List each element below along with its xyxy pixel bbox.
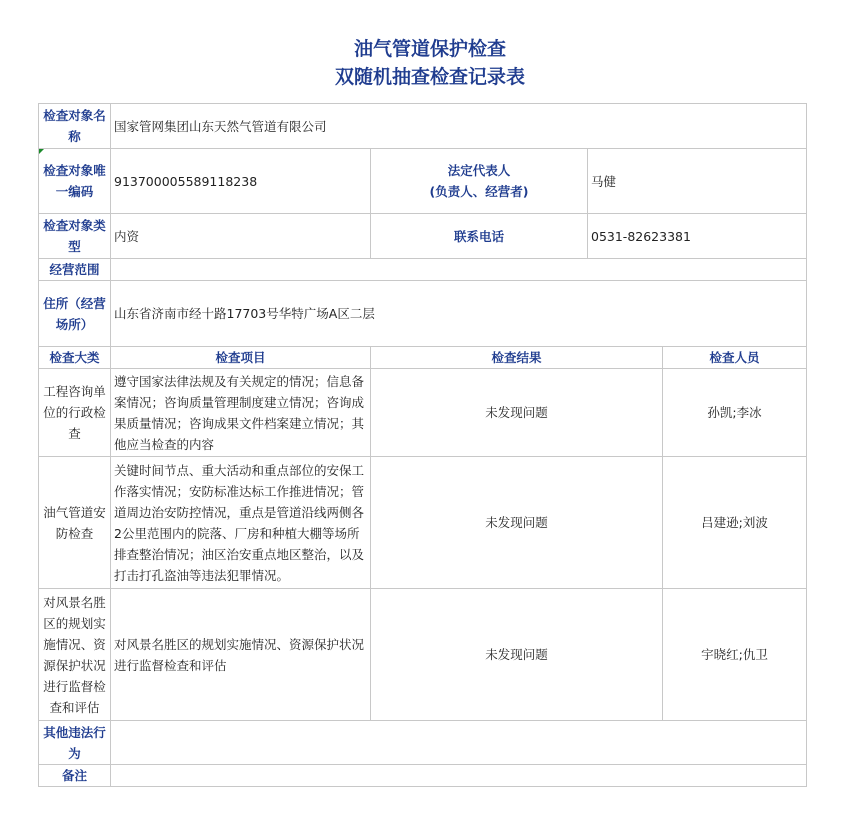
scope-value <box>111 259 807 281</box>
row-inspectors: 宇晓红;仇卫 <box>663 589 807 721</box>
row-items: 遵守国家法律法规及有关规定的情况；信息备案情况；咨询质量管理制度建立情况；咨询成果质量情况；咨询成果文件档案建立情况；其他应当检查的内容 <box>111 369 371 457</box>
column-header-category: 检查大类 <box>39 347 111 369</box>
legal-rep-label: 法定代表人 <box>447 163 511 178</box>
subject-name-row <box>39 104 807 149</box>
subject-name-value: 国家管网集团山东天然气管道有限公司 <box>111 104 807 149</box>
legal-rep-label-cell <box>371 149 588 214</box>
subject-type-label: 检查对象类型 <box>39 214 111 259</box>
legal-rep-value: 马健 <box>588 149 807 214</box>
address-row <box>39 281 807 347</box>
table-row <box>39 589 807 721</box>
remark-row <box>39 765 807 787</box>
legal-rep-sublabel: (负责人、经营者) <box>429 184 529 199</box>
subject-type-row <box>39 214 807 259</box>
address-label: 住所（经营场所） <box>39 281 111 347</box>
page-title: 油气管道保护检查 <box>353 38 506 60</box>
row-category: 油气管道安防检查 <box>39 457 111 589</box>
row-result: 未发现问题 <box>371 589 663 721</box>
subject-code-row <box>39 149 807 214</box>
phone-label: 联系电话 <box>371 214 588 259</box>
row-category: 对风景名胜区的规划实施情况、资源保护状况进行监督检查和评估 <box>39 589 111 721</box>
phone-value: 0531-82623381 <box>588 214 807 259</box>
column-header-row <box>39 347 807 369</box>
row-items: 对风景名胜区的规划实施情况、资源保护状况进行监督检查和评估 <box>111 589 371 721</box>
row-category: 工程咨询单位的行政检查 <box>39 369 111 457</box>
scope-row <box>39 259 807 281</box>
row-inspectors: 孙凯;李冰 <box>663 369 807 457</box>
remark-label: 备注 <box>39 765 111 787</box>
row-result: 未发现问题 <box>371 369 663 457</box>
address-value: 山东省济南市经十路17703号华特广场A区二层 <box>111 281 807 347</box>
row-items: 关键时间节点、重大活动和重点部位的安保工作落实情况；安防标准达标工作推进情况；管道周边治安防控情况，重点是管道沿线两侧各2公里范围内的院落、厂房和种植大棚等场所排查整治情况；油区治安重点地区整治，以及打击打孔盗油等违法犯罪情况。 <box>111 457 371 589</box>
row-result: 未发现问题 <box>371 457 663 589</box>
column-header-result: 检查结果 <box>371 347 663 369</box>
other-violations-row <box>39 721 807 765</box>
remark-value <box>111 765 807 787</box>
other-violations-label: 其他违法行为 <box>39 721 111 765</box>
subject-code-value: 913700005589118238 <box>111 149 371 214</box>
inspection-record-table <box>38 103 807 787</box>
table-row <box>39 457 807 589</box>
subject-type-value: 内资 <box>111 214 371 259</box>
scope-label: 经营范围 <box>39 259 111 281</box>
other-violations-value <box>111 721 807 765</box>
table-row <box>39 369 807 457</box>
column-header-inspectors: 检查人员 <box>663 347 807 369</box>
row-inspectors: 吕建逊;刘波 <box>663 457 807 589</box>
column-header-items: 检查项目 <box>111 347 371 369</box>
subject-name-label: 检查对象名称 <box>39 104 111 149</box>
page-subtitle: 双随机抽查检查记录表 <box>334 66 525 88</box>
subject-code-label: 检查对象唯一编码 <box>39 149 111 214</box>
